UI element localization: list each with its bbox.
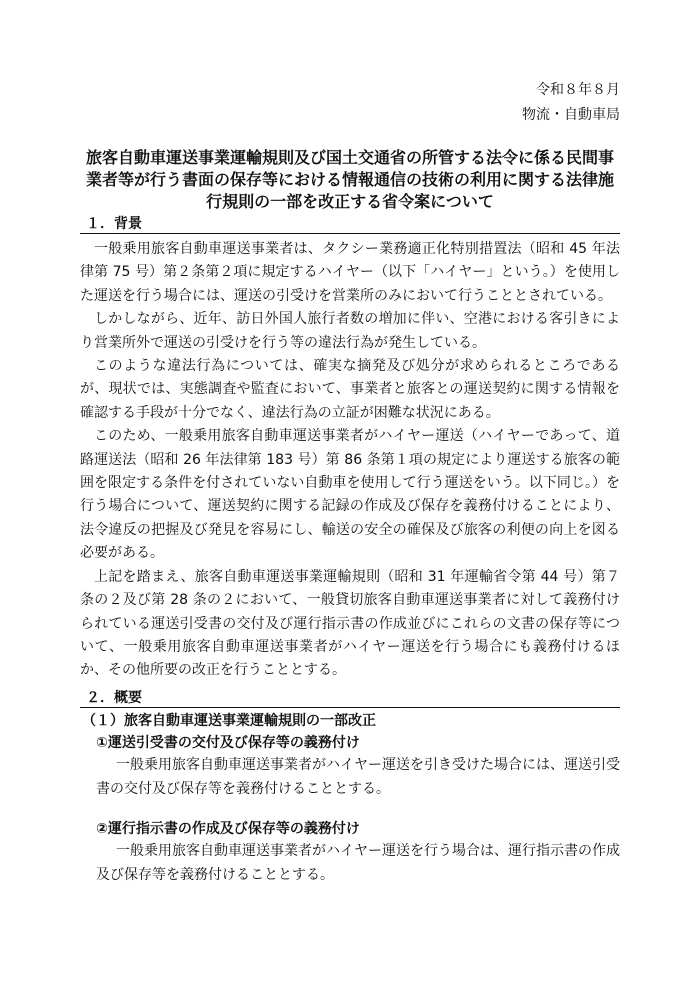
background-paragraph: しかしながら、近年、訪日外国人旅行者数の増加に伴い、空港における客引きにより営業所外で運送の引受けを行う等の違法行為が発生している。 — [80, 311, 620, 351]
section-heading-background: １．背景 — [80, 215, 620, 234]
background-section-body — [80, 238, 620, 683]
item-heading-operation-instruction: ②運行指示書の作成及び保存等の義務付け — [96, 821, 360, 837]
issue-date: 令和８年８月 — [536, 82, 620, 98]
background-paragraph: 一般乗用旅客自動車運送事業者は、タクシー業務適正化特別措置法（昭和 45 年法律第 75 号）第２条第２項に規定するハイヤー（以下「ハイヤー」という。）を使用した運送を行う場合には、運送の引受けを営業所のみにおいて行うこととされている。 — [80, 241, 620, 304]
section-heading-overview: ２．概要 — [80, 689, 620, 708]
item-body-operation-instruction: 一般乗用旅客自動車運送事業者がハイヤー運送を行う場合は、運行指示書の作成及び保存等を義務付けることとする。 — [96, 843, 620, 883]
issuing-bureau: 物流・自動車局 — [522, 107, 620, 123]
background-paragraph: 上記を踏まえ、旅客自動車運送事業運輸規則（昭和 31 年運輸省令第 44 号）第７条の２及び第 28 条の２において、一般貸切旅客自動車運送事業者に対して義務付けられている運送引受書の交付及び運行指示書の作成並びにこれらの文書の保存等について、一般乗用旅客自動車運送事業者がハイヤー運送を行う場合にも義務付けるほか、その他所要の改正を行うこととする。 — [80, 568, 620, 679]
background-paragraph: このような違法行為については、確実な摘発及び処分が求められるところであるが、現状では、実態調査や監査において、事業者と旅客との運送契約に関する情報を確認する手段が十分でなく、違法行為の立証が困難な状況にある。 — [80, 358, 620, 421]
subsection-heading: （１）旅客自動車運送事業運輸規則の一部改正 — [82, 713, 376, 729]
document-header — [522, 78, 620, 128]
item-heading-transport-acceptance: ①運送引受書の交付及び保存等の義務付け — [96, 735, 360, 751]
background-paragraph: このため、一般乗用旅客自動車運送事業者がハイヤー運送（ハイヤーであって、道路運送法（昭和 26 年法律第 183 号）第 86 条第１項の規定により運送する旅客の範囲を限定する条件を付されていない自動車を使用して行う運送をいう。以下同じ。）を行う場合について、運送契約に関する記録の作成及び保存を義務付けることにより、法令違反の把握及び発見を容易にし、輸送の安全の確保及び旅客の利便の向上を図る必要がある。 — [80, 428, 620, 562]
document-title: 旅客自動車運送事業運輸規則及び国土交通省の所管する法令に係る民間事業者等が行う書面の保存等における情報通信の技術の利用に関する法律施行規則の一部を改正する省令案について — [85, 148, 614, 211]
item-body-transport-acceptance: 一般乗用旅客自動車運送事業者がハイヤー運送を引き受けた場合には、運送引受書の交付及び保存等を義務付けることとする。 — [96, 757, 620, 797]
